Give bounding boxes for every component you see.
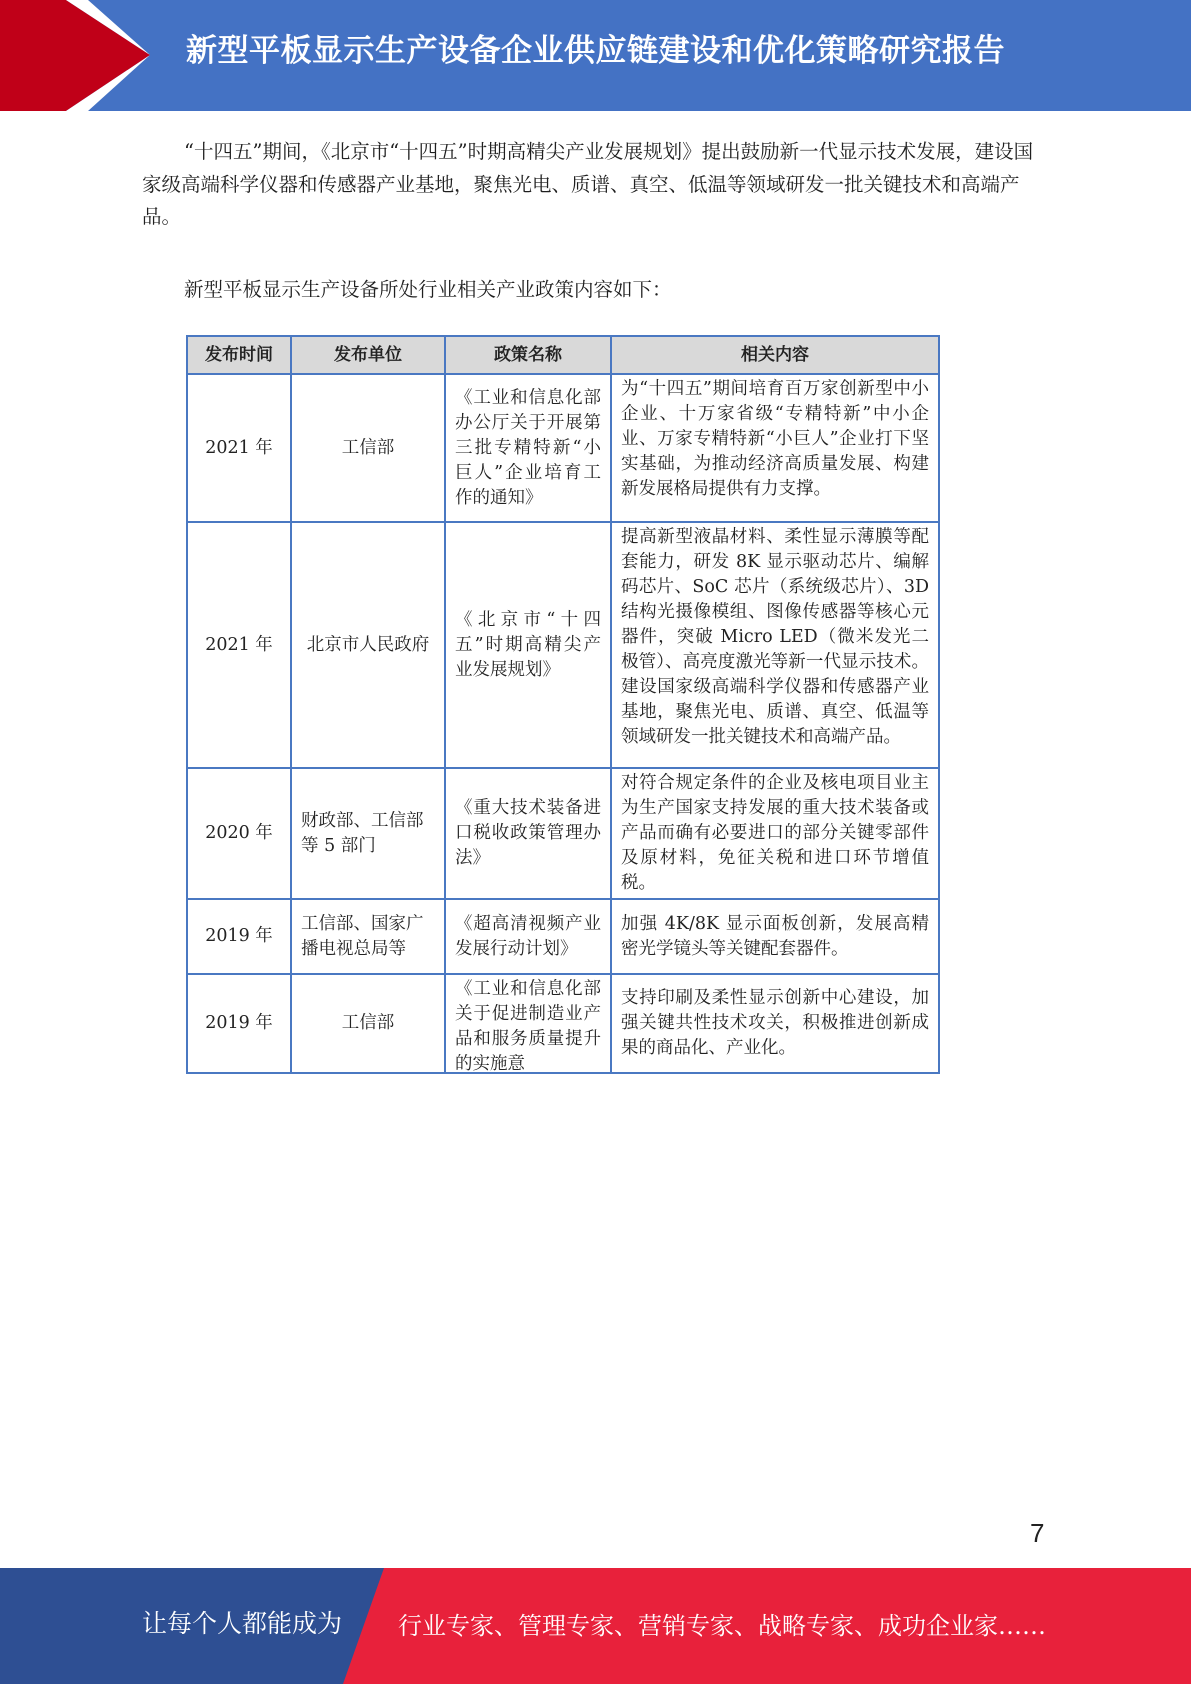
table-row [187,374,939,522]
policy-table [186,335,940,1074]
policy-content: 加强 4K/8K 显示面板创新，发展高精密光学镜头等关键配套器件。 [611,899,939,974]
report-title: 新型平板显示生产设备企业供应链建设和优化策略研究报告 [186,33,1005,69]
policy-name: 《工业和信息化部办公厅关于开展第三批专精特新“小巨人”企业培育工作的通知》 [445,374,611,522]
table-row [187,899,939,974]
policy-content: 为“十四五”期间培育百万家创新型中小企业、十万家省级“专精特新”中小企业、万家专精特新“小巨人”企业打下坚实基础，为推动经济高质量发展、构建新发展格局提供有力支撑。 [611,374,939,522]
policy-name: 《重大技术装备进口税收政策管理办法》 [445,768,611,899]
intro-paragraph: “十四五”期间，《北京市“十四五”时期高精尖产业发展规划》提出鼓励新一代显示技术发展，建设国家级高端科学仪器和传感器产业基地，聚焦光电、质谱、真空、低温等领域研发一批关键技术和高端产品。 [142,140,1034,228]
page-number: 7 [1030,1518,1045,1548]
issuer: 财政部、工信部等 5 部门 [291,768,445,899]
header-policy-name: 政策名称 [445,336,611,374]
release-year: 2020 年 [187,768,291,899]
policy-content: 提高新型液晶材料、柔性显示薄膜等配套能力，研发 8K 显示驱动芯片、编解码芯片、SoC 芯片（系统级芯片）、3D 结构光摄像模组、图像传感器等核心元器件，突破 Micro LED（微米发光二极管）、高亮度激光等新一代显示技术。建设国家级高端科学仪器和传感器产业基地，聚焦光电、质谱、真空、低温等领域研发一批关键技术和高端产品。 [611,522,939,768]
footer-slogan-right: 行业专家、管理专家、营销专家、战略专家、成功企业家…… [398,1612,1046,1640]
table-row [187,974,939,1073]
issuer: 北京市人民政府 [291,522,445,768]
policy-name: 《北京市“十四五”时期高精尖产业发展规划》 [445,522,611,768]
policy-content: 对符合规定条件的企业及核电项目业主为生产国家支持发展的重大技术装备或产品而确有必要进口的部分关键零部件及原材料，免征关税和进口环节增值税。 [611,768,939,899]
header-release-time: 发布时间 [187,336,291,374]
release-year: 2021 年 [187,522,291,768]
policy-name: 《超高清视频产业发展行动计划》 [445,899,611,974]
policy-name: 《工业和信息化部关于促进制造业产品和服务质量提升的实施意 [455,979,601,1072]
release-year: 2019 年 [187,899,291,974]
header-issuer: 发布单位 [291,336,445,374]
table-header-row [187,336,939,374]
issuer: 工信部、国家广播电视总局等 [291,899,445,974]
footer-banner [0,1568,1191,1684]
table-row [187,522,939,768]
header-banner [0,0,1191,111]
issuer: 工信部 [291,974,445,1073]
policy-content: 支持印刷及柔性显示创新中心建设，加强关键共性技术攻关，积极推进创新成果的商品化、产业化。 [611,974,939,1073]
header-related-content: 相关内容 [611,336,939,374]
issuer: 工信部 [291,374,445,522]
release-year: 2021 年 [187,374,291,522]
table-row [187,768,939,899]
footer-slogan-left: 让每个人都能成为 [142,1609,343,1638]
release-year: 2019 年 [187,974,291,1073]
policy-name-cell [445,974,611,1073]
table-intro-paragraph: 新型平板显示生产设备所处行业相关产业政策内容如下： [184,278,672,301]
